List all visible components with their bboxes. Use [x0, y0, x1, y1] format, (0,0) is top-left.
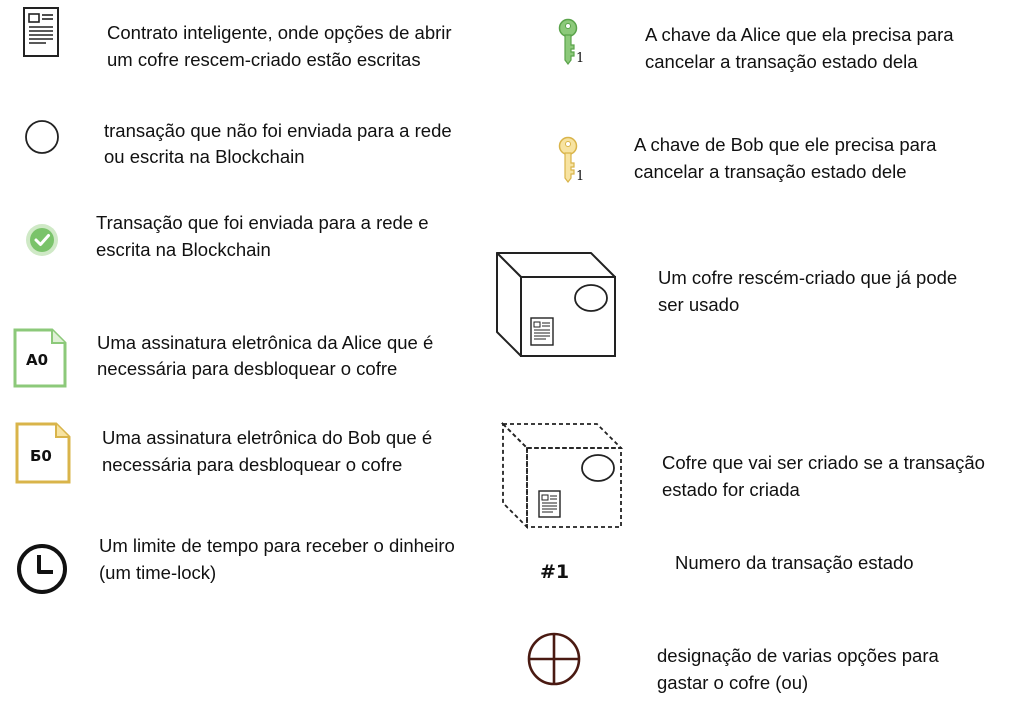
bob-key-line-2: cancelar a transação estado dele	[634, 161, 907, 182]
bob-signature-icon	[14, 421, 72, 485]
contract-description-line-2: um cofre rescem-criado estão escritas	[107, 49, 421, 70]
bob-key-index: 1	[576, 169, 585, 184]
unsent-transaction-line-2: ou escrita na Blockchain	[104, 146, 305, 167]
timelock-line-2: (um time-lock)	[99, 562, 217, 583]
timelock-line-1: Um limite de tempo para receber o dinheiro	[99, 535, 455, 556]
alice-key-line-2: cancelar a transação estado dela	[645, 51, 918, 72]
clock-timelock-icon	[15, 542, 69, 596]
bob-signature-line-2: necessária para desbloquear o cofre	[102, 454, 403, 475]
bob-key-line-1: A chave de Bob que ele precisa para	[634, 134, 937, 155]
sent-transaction-line-1: Transação que foi enviada para a rede e	[96, 212, 429, 233]
new-safe-line-2: ser usado	[658, 294, 740, 315]
unsent-transaction-circle-icon	[24, 119, 60, 155]
future-safe-line-2: estado for criada	[662, 479, 800, 500]
future-safe-dashed-cube-icon	[500, 421, 624, 529]
contract-description-line-1: Contrato inteligente, onde opções de abrir	[107, 22, 452, 43]
future-safe-contract-document-icon	[539, 491, 560, 517]
alice-signature-icon	[12, 327, 68, 389]
crosshair-line-2: gastar o cofre (ou)	[657, 672, 809, 693]
transaction-number-line-1: Numero da transação estado	[675, 552, 914, 573]
alice-key-icon	[556, 18, 588, 66]
alice-signature-line-2: necessária para desbloquear o cofre	[97, 358, 398, 379]
transaction-number-label: #1	[540, 561, 570, 583]
alice-signature-badge: A0	[26, 351, 49, 369]
new-safe-line-1: Um cofre rescém-criado que já pode	[658, 267, 958, 288]
new-safe-cube-icon	[494, 250, 618, 358]
alice-key-line-1: A chave da Alice que ela precisa para	[645, 24, 954, 45]
alice-signature-line-1: Uma assinatura eletrônica da Alice que é	[97, 332, 434, 353]
safe-contract-document-icon	[531, 318, 553, 345]
contract-document-icon	[22, 6, 62, 58]
bob-signature-line-1: Uma assinatura eletrônica do Bob que é	[102, 427, 433, 448]
unsent-transaction-line-1: transação que não foi enviada para a rede	[104, 120, 452, 141]
sent-transaction-line-2: escrita na Blockchain	[96, 239, 271, 260]
crosshair-circle-icon	[525, 630, 583, 688]
future-safe-line-1: Cofre que vai ser criado se a transação	[662, 452, 985, 473]
crosshair-line-1: designação de varias opções para	[657, 645, 939, 666]
bob-key-icon	[556, 136, 588, 184]
alice-key-index: 1	[576, 51, 585, 66]
sent-transaction-check-icon	[24, 222, 60, 258]
bob-signature-badge: Б0	[30, 447, 52, 465]
